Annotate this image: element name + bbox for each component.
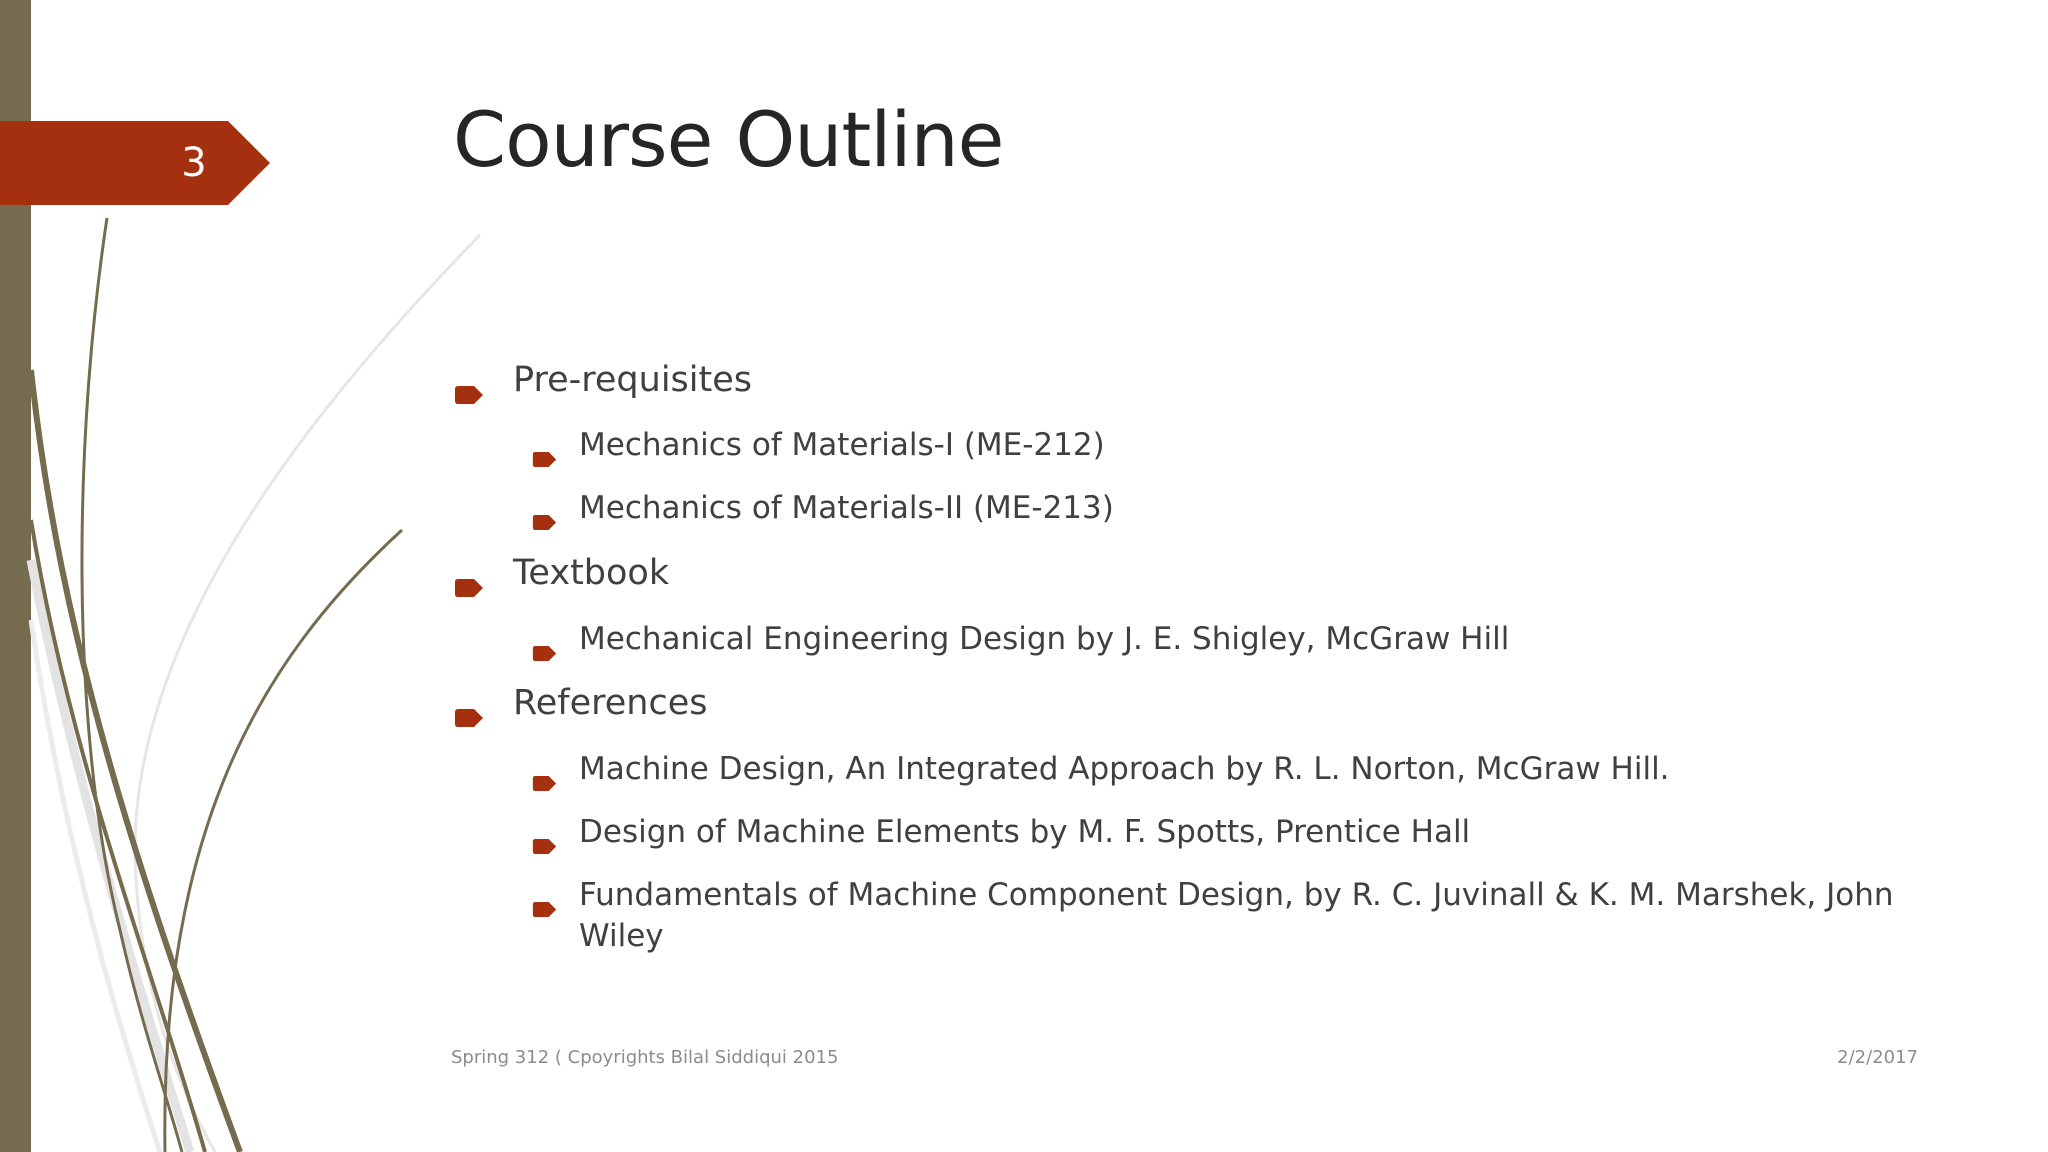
- bullet-item: [455, 358, 752, 415]
- slide-title: Course Outline: [453, 95, 1004, 184]
- bullet-arrow-icon: [532, 749, 579, 802]
- decor-curve-olive-4: [31, 520, 205, 1152]
- bullet-arrow-icon: [455, 551, 513, 608]
- sub-bullet-item: [532, 749, 1912, 802]
- bullet-text: Mechanics of Materials-I (ME-212): [579, 427, 1105, 463]
- decor-curve-olive-3: [31, 370, 240, 1152]
- bullet-arrow-icon: [532, 812, 579, 865]
- bullet-arrow-icon: [455, 358, 513, 415]
- bullet-text: Design of Machine Elements by M. F. Spotts, Prentice Hall: [579, 814, 1471, 850]
- sub-bullet-item: [532, 488, 1912, 541]
- bullet-text: Mechanical Engineering Design by J. E. Shigley, McGraw Hill: [579, 621, 1510, 657]
- footer-date: 2/2/2017: [1837, 1047, 1918, 1068]
- bullet-arrow-icon: [532, 875, 579, 928]
- sub-bullet-item: [532, 619, 1912, 672]
- bullet-text: Textbook: [513, 553, 670, 593]
- bullet-text: Fundamentals of Machine Component Design, by R. C. Juvinall & K. M. Marshek, John Wiley: [579, 877, 1894, 954]
- decor-curve-light-1: [135, 235, 480, 1152]
- sub-bullet-item: [532, 875, 1912, 957]
- bullet-arrow-icon: [455, 681, 513, 738]
- page-tag-shape: [0, 121, 270, 205]
- bullet-text: References: [513, 683, 708, 723]
- bullet-item: [455, 551, 669, 608]
- decor-curve-olive-2: [165, 530, 402, 1152]
- sub-bullet-item: [532, 425, 1912, 478]
- bullet-text: Machine Design, An Integrated Approach by R. L. Norton, McGraw Hill.: [579, 751, 1670, 787]
- page-number: 3: [181, 140, 207, 186]
- bullet-arrow-icon: [532, 619, 579, 672]
- decor-curve-olive-1: [82, 218, 182, 1152]
- bullet-arrow-icon: [532, 488, 579, 541]
- sub-bullet-item: [532, 812, 1912, 865]
- bullet-arrow-icon: [532, 425, 579, 478]
- footer-text: Spring 312 ( Cpoyrights Bilal Siddiqui 2015: [451, 1047, 839, 1068]
- bullet-text: Pre-requisites: [513, 360, 753, 400]
- bullet-text: Mechanics of Materials-II (ME-213): [579, 490, 1114, 526]
- page-number-tag: [0, 121, 270, 205]
- bullet-item: [455, 681, 707, 738]
